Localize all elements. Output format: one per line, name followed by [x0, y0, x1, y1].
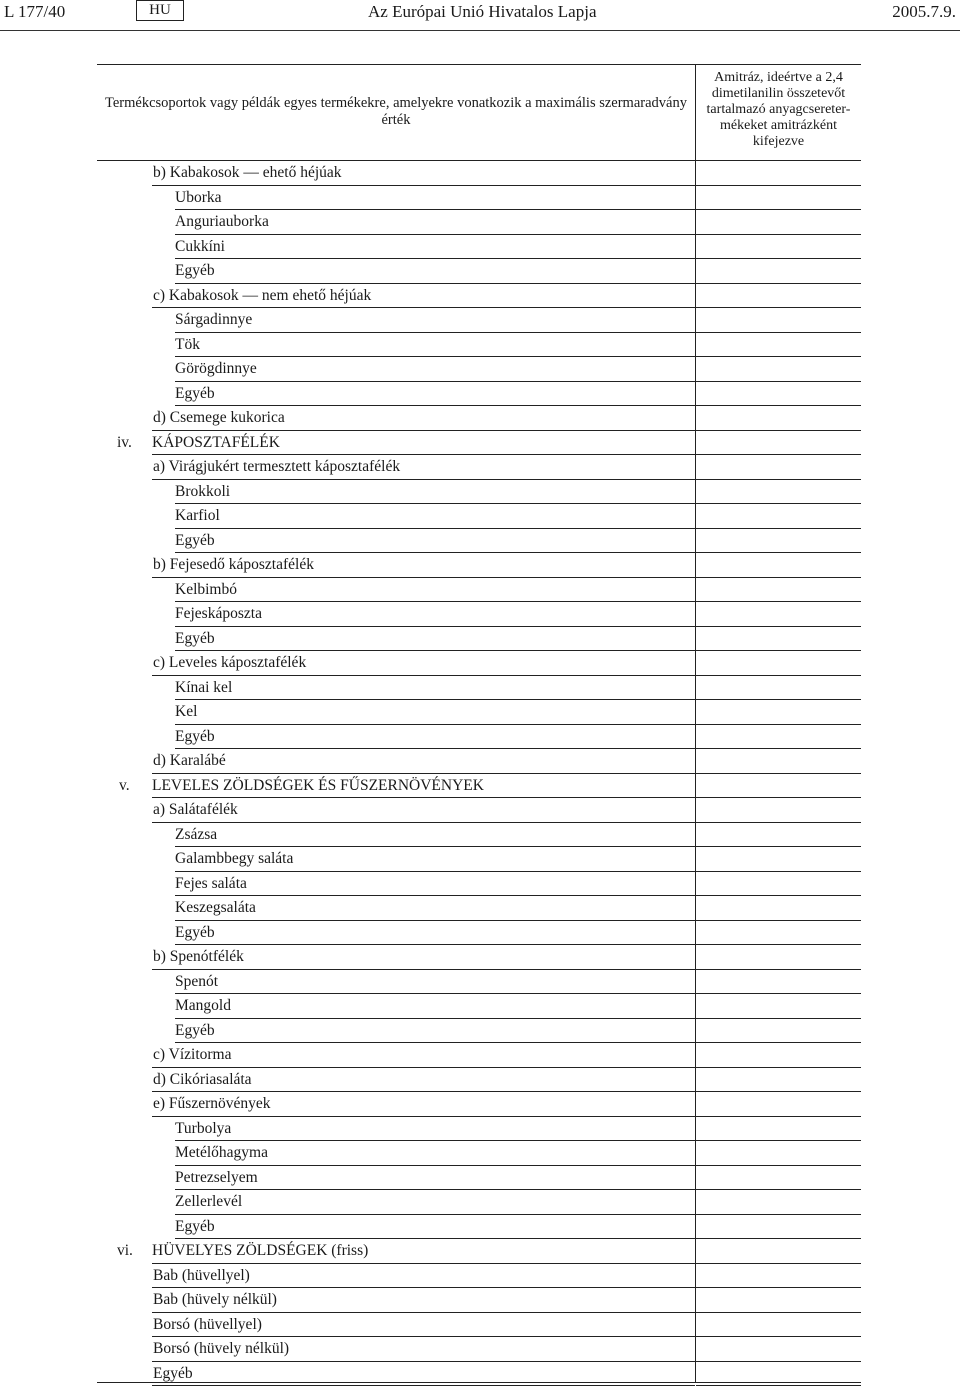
table-row: [97, 1337, 861, 1362]
row-label: Bab (hüvellyel): [153, 1266, 250, 1284]
table-row: [97, 921, 861, 946]
table-row: [97, 1141, 861, 1166]
row-label: Keszegsaláta: [175, 899, 256, 916]
table-row: [97, 1117, 861, 1142]
table-row: [97, 896, 861, 921]
table-row: [97, 823, 861, 848]
row-label: Anguriauborka: [175, 213, 269, 230]
table-row: [97, 284, 861, 309]
row-label: LEVELES ZÖLDSÉGEK ÉS FŰSZERNÖVÉNYEK: [152, 776, 484, 794]
row-label: Zsázsa: [175, 825, 218, 843]
table-row: [97, 1264, 861, 1289]
table-row: [97, 676, 861, 701]
table-row: [97, 431, 861, 456]
section-number: v.: [119, 776, 130, 794]
page-reference: L 177/40: [4, 2, 66, 21]
table-row: [97, 186, 861, 211]
table-row: [97, 774, 861, 799]
column-header-amitraz: Amitráz, ideértve a 2,4 dimetilanilin összetevőt tartalmazó anyagcsereter- mékeket amitrázként kifejezve: [706, 70, 851, 149]
language-badge: HU: [136, 0, 184, 21]
row-label: Kínai kel: [175, 678, 233, 696]
row-label: Turbolya: [175, 1119, 232, 1137]
row-label: Borsó (hüvely nélkül): [153, 1340, 290, 1357]
table-row: [97, 798, 861, 823]
row-label: Kelbimbó: [175, 580, 237, 598]
row-label: Karfiol: [175, 507, 220, 524]
table-row: [97, 700, 861, 725]
table-row: [97, 847, 861, 872]
table-row: [97, 1215, 861, 1240]
column-header-products: [97, 64, 695, 160]
row-label: Petrezselyem: [175, 1168, 258, 1186]
table-row: [97, 161, 861, 186]
row-label: Egyéb: [175, 629, 215, 647]
row-label: Zellerlevél: [175, 1193, 243, 1210]
table-row: [97, 504, 861, 529]
row-label: e) Fűszernövények: [153, 1095, 271, 1112]
table-row: [97, 651, 861, 676]
table-row: [97, 1190, 861, 1215]
row-label: Spenót: [175, 972, 219, 990]
row-label: b) Spenótfélék: [153, 948, 244, 965]
table-row: [97, 235, 861, 260]
row-label: d) Cikóriasaláta: [153, 1070, 252, 1088]
table-row: [97, 382, 861, 407]
table-row: [97, 1313, 861, 1338]
row-label: d) Csemege kukorica: [153, 409, 285, 426]
row-label: Egyéb: [175, 531, 215, 549]
row-label: Metélőhagyma: [175, 1144, 268, 1161]
row-label: Mangold: [175, 997, 231, 1014]
row-label: Egyéb: [175, 262, 215, 279]
row-label: Kel: [175, 703, 198, 720]
table-row: [97, 1043, 861, 1068]
table-row: [97, 1092, 861, 1117]
section-number: iv.: [117, 433, 132, 451]
row-label: Galambbegy saláta: [175, 850, 294, 867]
row-label: Görögdinnye: [175, 360, 257, 377]
table-row: [97, 1239, 861, 1264]
table-row: [97, 1166, 861, 1191]
row-label: Egyéb: [175, 384, 215, 402]
row-label: Bab (hüvely nélkül): [153, 1291, 277, 1308]
column-header-products-text: Termékcsoportok vagy példák egyes termékekre, amelyekre vonatkozik a maximális szermaradvány érték: [105, 95, 687, 128]
table-row: [97, 1019, 861, 1044]
row-label: c) Vízitorma: [153, 1046, 232, 1063]
row-label: a) Salátafélék: [153, 801, 238, 818]
row-label: b) Fejesedő káposztafélék: [153, 556, 314, 573]
table-row: [97, 357, 861, 382]
row-label: Egyéb: [153, 1364, 193, 1382]
row-label: Egyéb: [175, 727, 215, 745]
row-label: Fejes saláta: [175, 874, 247, 892]
table-body: [97, 161, 861, 1386]
table-row: [97, 1288, 861, 1313]
table-row: [97, 945, 861, 970]
row-label: HÜVELYES ZÖLDSÉGEK (friss): [152, 1242, 369, 1259]
row-label: Uborka: [175, 188, 222, 206]
table-row: [97, 994, 861, 1019]
publication-date: 2005.7.9.: [892, 2, 956, 21]
header-rule: [0, 30, 960, 31]
row-label: Cukkíni: [175, 237, 225, 255]
row-label: a) Virágjukért termesztett káposztafélék: [153, 458, 401, 475]
row-label: c) Kabakosok — nem ehető héjúak: [153, 286, 372, 304]
row-label: Brokkoli: [175, 482, 231, 500]
table-row: [97, 480, 861, 505]
table-row: [97, 333, 861, 358]
table-bottom-rule: [97, 1382, 861, 1383]
table-row: [97, 749, 861, 774]
row-label: Egyéb: [175, 1021, 215, 1039]
table-row: [97, 308, 861, 333]
table-row: [97, 627, 861, 652]
row-label: Egyéb: [175, 923, 215, 941]
row-label: d) Karalábé: [153, 752, 226, 769]
row-label: Sárgadinnye: [175, 311, 253, 328]
row-label: Tök: [175, 335, 200, 353]
table-row: [97, 259, 861, 284]
table-row: [97, 1068, 861, 1093]
table-row: [97, 455, 861, 480]
page-header: [0, 0, 960, 28]
table-row: [97, 553, 861, 578]
table-row: [97, 602, 861, 627]
table-row: [97, 210, 861, 235]
row-label: c) Leveles káposztafélék: [153, 654, 307, 671]
table-row: [97, 970, 861, 995]
row-label: Fejeskáposzta: [175, 605, 262, 622]
table-row: [97, 725, 861, 750]
row-label: Egyéb: [175, 1217, 215, 1235]
row-label: b) Kabakosok — ehető héjúak: [153, 164, 342, 181]
table-row: [97, 578, 861, 603]
row-label: KÁPOSZTAFÉLÉK: [152, 433, 280, 451]
table-row: [97, 872, 861, 897]
journal-title: Az Európai Unió Hivatalos Lapja: [368, 2, 597, 21]
table-row: [97, 529, 861, 554]
section-number: vi.: [117, 1242, 133, 1259]
table-row: [97, 406, 861, 431]
row-label: Borsó (hüvellyel): [153, 1315, 262, 1333]
